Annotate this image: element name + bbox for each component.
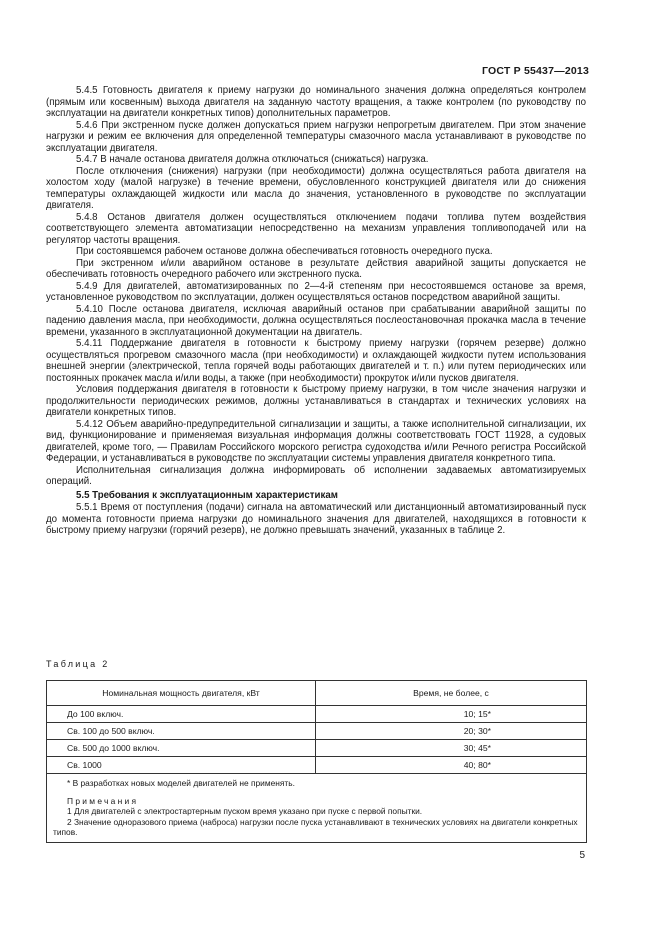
power-cell: Св. 100 до 500 включ. (47, 723, 316, 740)
power-cell: Св. 1000 (47, 757, 316, 774)
section-heading: 5.5 Требования к эксплуатационным характеристикам (76, 489, 338, 501)
paragraph: 5.4.9 Для двигателей, автоматизированных по 2—4-й степеням при несостоявшемся останове за время, установленное руководством по эксплуатации, должен осуществляться останов посредством аварийной защиты. (46, 280, 586, 303)
table-row (47, 740, 587, 757)
table-notes (47, 774, 587, 843)
paragraph: Условия поддержания двигателя в готовности к быстрому приему нагрузки, в том числе значения нагрузки и продолжительности периодических режимов, должны устанавливаться в стандартах и технических условиях на двигатели конкретных типов. (46, 384, 586, 418)
paragraph: После отключения (снижения) нагрузки (при необходимости) должна осуществляться работа двигателя на холостом ходу (малой нагрузке) в течение времени, обусловленного конструкцией двигателя или до снижения температуры охлаждающей жидкости или масла до значения, установленного в руководстве по эксплуатации двигателя. (46, 165, 586, 211)
time-cell: 20; 30* (316, 723, 587, 740)
table-row (47, 723, 587, 740)
paragraph: 5.4.10 После останова двигателя, исключая аварийный останов при срабатывании аварийной защиты по падению давления масла, при необходимости, должна осуществляться послеостановочная прокачка масла в течение времени, указанного в эксплуатационной документации на двигатель. (46, 303, 586, 338)
table-footnote: * В разработках новых моделей двигателей не применять. (67, 778, 295, 788)
column-header-time: Время, не более, с (316, 681, 587, 706)
paragraph: При состоявшемся рабочем останове должна обеспечиваться готовность очередного пуска. (76, 246, 493, 257)
table-row (47, 757, 587, 774)
table-caption: Таблица 2 (46, 659, 110, 669)
time-cell: 40; 80* (316, 757, 587, 774)
notes-title: Примечания (67, 795, 139, 806)
document-id: ГОСТ Р 55437—2013 (481, 65, 589, 77)
power-cell: До 100 включ. (47, 706, 316, 723)
note-item: 2 Значение одноразового приема (наброса) нагрузки после пуска устанавливают в технических условиях на двигатели конкретных типов. (53, 816, 578, 838)
paragraph: 5.4.12 Объем аварийно-предупредительной сигнализации и защиты, а также исполнительной сигнализации, их вид, функционирование и применяемая визуальная информация должны соответствовать ГОСТ 11928, а судовых двигателей, кроме того, — Правилам Российского морского регистра судоходства и/или Речного регистра Российской Федерации, и устанавливаться в руководстве по эксплуатации системы управления двигателя конкретного типа. (46, 418, 586, 464)
page-number: 5 (579, 850, 585, 861)
table-notes-row (47, 774, 587, 843)
body-text (46, 85, 586, 537)
table-header-row (47, 681, 587, 706)
paragraph: 5.4.11 Поддержание двигателя в готовности к быстрому приему нагрузки (горячем резерве) должно осуществляться прогревом смазочного масла (при необходимости) и охлаждающей жидкости путем использования внешней энергии (электрической, тепла горячей воды работающих двигателей и т. п.) или путем периодических или постоянных прокачек масла и/или воды, а также (при необходимости) прокруток и/или пусков двигателя. (46, 338, 586, 384)
column-header-power: Номинальная мощность двигателя, кВт (47, 681, 316, 706)
paragraph: 5.4.8 Останов двигателя должен осуществляться отключением подачи топлива путем воздействия соответствующего элемента автоматизации непосредственно на механизм управления топливоподачей или на регулятор частоты вращения. (46, 211, 586, 246)
paragraph: 5.4.7 В начале останова двигателя должна отключаться (снижаться) нагрузка. (76, 154, 429, 165)
time-cell: 10; 15* (316, 706, 587, 723)
power-time-table (46, 680, 587, 843)
paragraph: 5.4.5 Готовность двигателя к приему нагрузки до номинального значения должна определяться контролем (прямым или косвенным) выхода двигателя на заданную частоту вращения, а также контролем (по руководству по эксплуатации на двигатели конкретных типов) дополнительных параметров. (46, 85, 586, 119)
power-cell: Св. 500 до 1000 включ. (47, 740, 316, 757)
time-cell: 30; 45* (316, 740, 587, 757)
paragraph: При экстренном и/или аварийном останове в результате действия аварийной защиты допускается не обеспечивать готовность очередного рабочего или экстренного пуска. (46, 257, 586, 280)
paragraph: 5.4.6 При экстренном пуске должен допускаться прием нагрузки непрогретым двигателем. При этом значение нагрузки и режим ее включения для определенной температуры смазочного масла устанавливают в руководстве по эксплуатации двигателя. (46, 119, 586, 154)
paragraph: 5.5.1 Время от поступления (подачи) сигнала на автоматический или дистанционный автоматизированный пуск до момента готовности приема нагрузки до номинального значения для двигателей, находящихся в готовности к быстрому приему нагрузки (горячий резерв), не должно превышать значений, указанных в таблице 2. (46, 502, 586, 536)
paragraph: Исполнительная сигнализация должна информировать об исполнении задаваемых автоматизируемых операций. (46, 464, 586, 487)
note-item: 1 Для двигателей с электростартерным пуском время указано при пуске с первой попытки. (67, 806, 423, 817)
table-row (47, 706, 587, 723)
